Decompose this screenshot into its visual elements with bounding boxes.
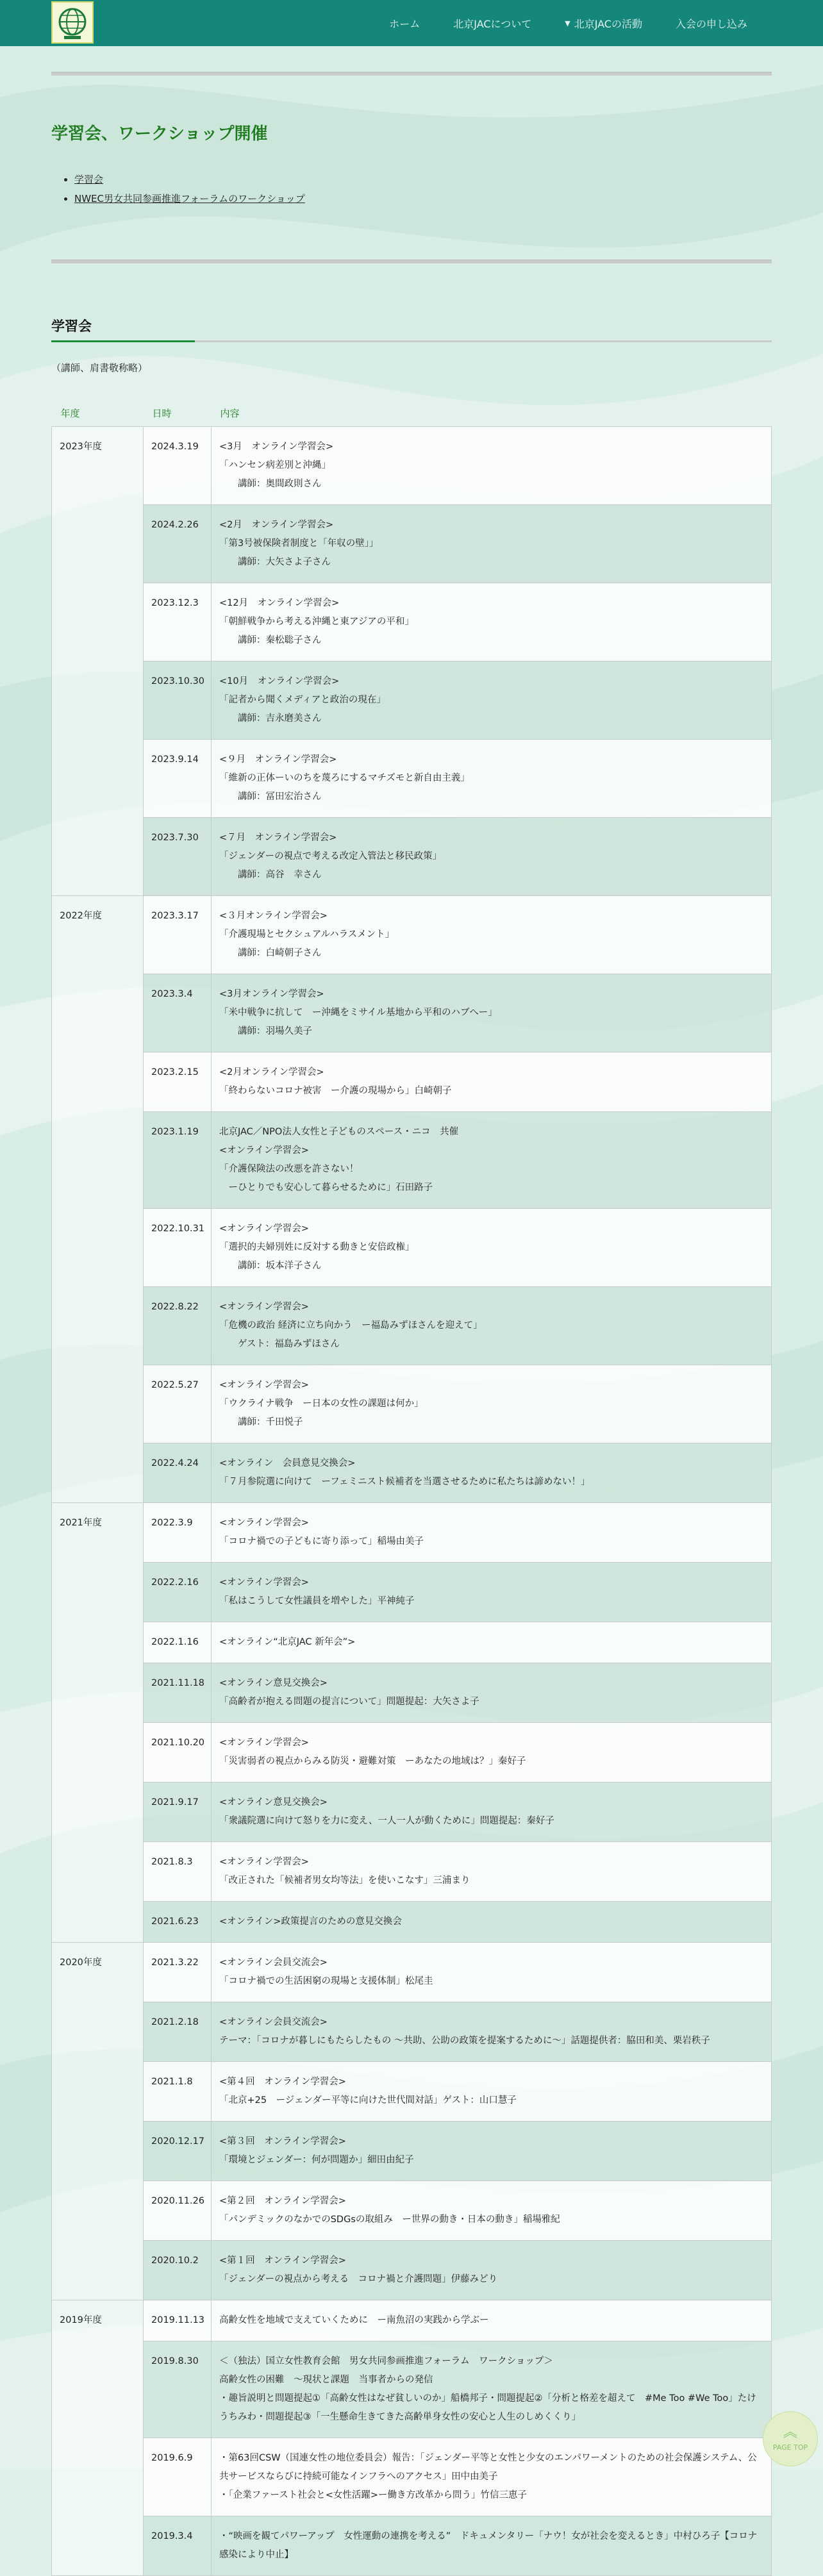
table-row — [52, 2438, 772, 2516]
content-line: <オンライン学習会> — [219, 1857, 309, 1867]
table-row — [52, 974, 772, 1052]
content-line: 「コロナ禍での子どもに寄り添って」稲場由美子 — [219, 1536, 424, 1547]
content-line: 「朝鮮戦争から考える沖縄と東アジアの平和」 — [219, 617, 414, 627]
content-line: <第２回 オンライン学習会> — [219, 2196, 346, 2206]
year-cell: 2022年度 — [52, 896, 144, 1503]
content-line: <12月 オンライン学習会> — [219, 598, 340, 608]
content-line: <第１回 オンライン学習会> — [219, 2256, 346, 2266]
content-cell — [212, 427, 772, 505]
content-cell — [212, 2516, 772, 2576]
page-title: 学習会、ワークショップ開催 — [51, 124, 268, 144]
date-cell: 2024.3.19 — [144, 427, 212, 505]
content-line: 講師：大矢さよ子さん — [219, 557, 331, 567]
table-row — [52, 1663, 772, 1723]
content-line: 「ジェンダーの視点から考える コロナ禍と介護問題」伊藤みどり — [219, 2274, 498, 2284]
date-cell: 2021.10.20 — [144, 1723, 212, 1782]
content-line: 北京JAC／NPO法人女性と子どものスペース・ニコ 共催 — [219, 1127, 459, 1137]
content-line: <第３回 オンライン学習会> — [219, 2136, 346, 2147]
content-line: ・“映画を観てパワーアップ 女性運動の連携を考える” ドキュメンタリー「ナウ！女が社会を変えるとき」中村ひろ子【コロナ感染により中止】 — [219, 2531, 758, 2560]
table-row — [52, 2002, 772, 2062]
content-line: 講師：秦松聡子さん — [219, 635, 322, 645]
content-line: 「選択的夫婦別姓に反対する動きと安倍政権」 — [219, 1242, 415, 1252]
date-cell: 2022.4.24 — [144, 1443, 212, 1503]
table-row — [52, 2341, 772, 2438]
table-row — [52, 1943, 772, 2002]
table-body — [52, 427, 772, 2576]
date-cell: 2019.8.30 — [144, 2341, 212, 2438]
content-cell — [212, 1365, 772, 1443]
content-line: 「高齢者が抱える問題の提言について」問題提起：大矢さよ子 — [219, 1697, 479, 1707]
table-row — [52, 1287, 772, 1365]
content-line: 講師：千田悦子 — [219, 1417, 303, 1427]
content-cell — [212, 974, 772, 1052]
content-cell — [212, 2241, 772, 2300]
content-line: 「維新の正体ーいのちを蔑ろにするマチズモと新自由主義」 — [219, 773, 470, 783]
nav-label: 北京JACについて — [453, 17, 532, 30]
table-row — [52, 2181, 772, 2241]
content-line: <７月 オンライン学習会> — [219, 833, 337, 843]
content-line: ・「企業ファースト社会と<女性活躍>ー働き方改革から問う」竹信三恵子 — [219, 2490, 528, 2500]
content-line: <オンライン学習会> — [219, 1518, 309, 1528]
content-line: <オンライン意見交換会> — [219, 1797, 328, 1807]
date-cell: 2019.11.13 — [144, 2300, 212, 2341]
content-line: 「改正された「候補者男女均等法」を使いこなす」三浦まり — [219, 1875, 470, 1886]
header-year: 年度 — [60, 408, 80, 419]
date-cell: 2022.2.16 — [144, 1563, 212, 1622]
content-cell — [212, 896, 772, 974]
content-line: 「ウクライナ戦争 ー日本の女性の課題は何か」 — [219, 1399, 424, 1409]
nav-label: ホーム — [389, 17, 420, 30]
table-header-row — [52, 406, 772, 427]
date-cell: 2020.10.2 — [144, 2241, 212, 2300]
table-row — [52, 2300, 772, 2341]
content-cell — [212, 1622, 772, 1663]
date-cell: 2021.8.3 — [144, 1842, 212, 1902]
date-cell: 2023.9.14 — [144, 740, 212, 818]
globe-logo-icon — [53, 3, 92, 42]
nav-home[interactable] — [372, 16, 436, 31]
date-cell: 2019.3.4 — [144, 2516, 212, 2576]
content-line: <2月 オンライン学習会> — [219, 520, 334, 530]
content-line: 講師：冨田宏治さん — [219, 792, 322, 802]
content-line: <オンライン学習会> — [219, 1380, 309, 1390]
table-row — [52, 1842, 772, 1902]
nav-about[interactable] — [436, 16, 548, 31]
content-line: 「私はこうして女性議員を増やした」平神純子 — [219, 1596, 415, 1606]
content-line: 講師：高谷 幸さん — [219, 870, 322, 880]
content-cell — [212, 1723, 772, 1782]
content-line: <オンライン“北京JAC 新年会”> — [219, 1637, 356, 1647]
date-cell: 2022.1.16 — [144, 1622, 212, 1663]
site-header — [0, 0, 823, 46]
table-row — [52, 1723, 772, 1782]
content-line: <オンライン学習会> — [219, 1302, 309, 1312]
main-nav — [372, 0, 764, 46]
date-cell: 2023.2.15 — [144, 1052, 212, 1112]
link-nwec-workshop[interactable]: NWEC男女共同参画推進フォーラムのワークショップ — [74, 193, 305, 204]
content-line: <オンライン会員交流会> — [219, 2017, 328, 2027]
nav-membership[interactable] — [659, 16, 764, 31]
content-cell — [212, 2181, 772, 2241]
table-row — [52, 740, 772, 818]
content-line: 講師：吉永磨美さん — [219, 713, 322, 724]
nav-label: 北京JACの活動 — [574, 17, 642, 30]
dropdown-triangle-icon: ▼ — [565, 19, 570, 28]
content-line: 「７月参院選に向けて ーフェミニスト候補者を当選させるために私たちは諦めない！」 — [219, 1477, 590, 1487]
date-cell: 2021.1.8 — [144, 2062, 212, 2122]
nav-label: 入会の申し込み — [675, 17, 747, 30]
content-line: 「ジェンダーの視点で考える改定入管法と移民政策」 — [219, 851, 442, 861]
year-cell: 2023年度 — [52, 427, 144, 896]
content-line: <第４回 オンライン学習会> — [219, 2077, 346, 2087]
date-cell: 2020.11.26 — [144, 2181, 212, 2241]
content-cell — [212, 1943, 772, 2002]
content-line: <３月オンライン学習会> — [219, 911, 328, 921]
content-line: 「介護現場とセクシュアルハラスメント」 — [219, 929, 395, 940]
table-row — [52, 505, 772, 583]
page-top-button[interactable] — [763, 2411, 818, 2466]
content-cell — [212, 583, 772, 661]
content-line: 講師：奥間政則さん — [219, 479, 322, 489]
content-line: <10月 オンライン学習会> — [219, 676, 340, 686]
content-line: 講師：白崎朝子さん — [219, 948, 322, 958]
content-cell — [212, 2062, 772, 2122]
date-cell: 2023.3.4 — [144, 974, 212, 1052]
date-cell: 2021.9.17 — [144, 1782, 212, 1842]
table-row — [52, 1209, 772, 1287]
content-line: 「北京+25 ージェンダー平等に向けた世代間対話」ゲスト：山口慧子 — [219, 2095, 517, 2106]
content-line: テーマ：「コロナが暮しにもたらしたもの 〜共助、公助の政策を提案するために〜」話題提供者：脇田和美、栗岩秩子 — [219, 2036, 710, 2046]
date-cell: 2021.6.23 — [144, 1902, 212, 1943]
content-line: 「第3号被保険者制度と「年収の壁」」 — [219, 538, 379, 549]
date-cell: 2021.11.18 — [144, 1663, 212, 1723]
page-link-item — [74, 189, 772, 208]
table-row — [52, 818, 772, 896]
table-row — [52, 1782, 772, 1842]
content-line: 「米中戦争に抗して ー沖縄をミサイル基地から平和のハブへー」 — [219, 1008, 497, 1018]
content-line: 「パンデミックのなかでのSDGsの取組み ー世界の動き・日本の動き」稲場雅紀 — [219, 2215, 560, 2225]
date-cell: 2022.5.27 — [144, 1365, 212, 1443]
table-row — [52, 1112, 772, 1209]
divider — [51, 72, 772, 76]
content-line: <3月 オンライン学習会> — [219, 442, 334, 452]
section-underline — [51, 335, 772, 344]
table-row — [52, 1503, 772, 1563]
content-cell — [212, 505, 772, 583]
content-cell — [212, 1287, 772, 1365]
link-study-sessions[interactable]: 学習会 — [74, 174, 104, 185]
content-line: ーひとりでも安心して暮らせるために」石田路子 — [219, 1183, 433, 1193]
content-line: 「コロナ禍での生活困窮の現場と支援体制」松尾圭 — [219, 1976, 433, 1986]
content-cell — [212, 2002, 772, 2062]
table-row — [52, 1902, 772, 1943]
content-line: 「介護保険法の改悪を許さない！ — [219, 1164, 359, 1174]
content-cell — [212, 1209, 772, 1287]
content-line: <オンライン会員交流会> — [219, 1957, 328, 1968]
site-logo[interactable] — [51, 1, 94, 44]
date-cell: 2022.8.22 — [144, 1287, 212, 1365]
content-cell — [212, 1663, 772, 1723]
content-line: <９月 オンライン学習会> — [219, 754, 337, 765]
content-line: <3月オンライン学習会> — [219, 989, 324, 999]
content-line: 高齢女性の困難 〜現状と課題 当事者からの発信 — [219, 2375, 433, 2385]
table-row — [52, 1365, 772, 1443]
table-row — [52, 2241, 772, 2300]
section-note: （講師、肩書敬称略） — [51, 362, 148, 374]
content-cell — [212, 740, 772, 818]
content-line: 「終わらないコロナ被害 ー介護の現場から」白崎朝子 — [219, 1086, 452, 1096]
double-chevron-up-icon: ︽ — [783, 2424, 797, 2441]
page-links — [51, 170, 772, 208]
content-line: <オンライン学習会> — [219, 1145, 309, 1156]
table-row — [52, 2062, 772, 2122]
year-cell: 2020年度 — [52, 1943, 144, 2300]
table-row — [52, 1622, 772, 1663]
section-title: 学習会 — [51, 319, 92, 334]
content-cell — [212, 818, 772, 896]
date-cell: 2023.3.17 — [144, 896, 212, 974]
content-cell — [212, 2341, 772, 2438]
header-date: 日時 — [152, 408, 172, 419]
table-row — [52, 661, 772, 740]
content-cell — [212, 1503, 772, 1563]
year-cell: 2019年度 — [52, 2300, 144, 2576]
content-cell — [212, 2438, 772, 2516]
date-cell: 2020.12.17 — [144, 2122, 212, 2181]
table-row — [52, 896, 772, 974]
content-line: <オンライン学習会> — [219, 1577, 309, 1588]
table-row — [52, 2516, 772, 2576]
content-cell — [212, 2122, 772, 2181]
content-cell — [212, 1782, 772, 1842]
table-row — [52, 2122, 772, 2181]
table-row — [52, 1443, 772, 1503]
content-line: <オンライン学習会> — [219, 1224, 309, 1234]
content-cell — [212, 1902, 772, 1943]
content-line: ・第63回CSW（国連女性の地位委員会）報告：「ジェンダー平等と女性と少女のエンパワーメントのための社会保護システム、公共サービスならびに持続可能なインフラへのアクセス」田中由美子 — [219, 2453, 757, 2482]
content-line: 高齢女性を地域で支えていくために ー南魚沼の実践から学ぶー — [219, 2315, 489, 2325]
content-line: 「環境とジェンダー：何が問題か」細田由紀子 — [219, 2155, 414, 2165]
content-cell — [212, 1842, 772, 1902]
main-content — [51, 46, 772, 2576]
date-cell: 2022.3.9 — [144, 1503, 212, 1563]
date-cell: 2022.10.31 — [144, 1209, 212, 1287]
content-line: 「記者から聞くメディアと政治の現在」 — [219, 695, 386, 705]
content-cell — [212, 1052, 772, 1112]
content-line: 「ハンセン病差別と沖縄」 — [219, 460, 331, 470]
date-cell: 2023.10.30 — [144, 661, 212, 740]
page-link-item — [74, 170, 772, 189]
content-line: 「危機の政治 経済に立ち向かう ー福島みずほさんを迎えて」 — [219, 1320, 483, 1331]
content-line: <オンライン>政策提言のための意見交換会 — [219, 1916, 402, 1927]
content-line: ＜（独法）国立女性教育会館 男女共同参画推進フォーラム ワークショップ＞ — [219, 2356, 553, 2366]
date-cell: 2019.6.9 — [144, 2438, 212, 2516]
date-cell: 2023.1.19 — [144, 1112, 212, 1209]
date-cell: 2023.7.30 — [144, 818, 212, 896]
year-cell: 2021年度 — [52, 1503, 144, 1943]
table-row — [52, 427, 772, 505]
content-cell — [212, 1443, 772, 1503]
content-line: <オンライン意見交換会> — [219, 1678, 328, 1688]
date-cell: 2021.3.22 — [144, 1943, 212, 2002]
content-cell — [212, 661, 772, 740]
content-line: 講師：羽場久美子 — [219, 1026, 312, 1036]
nav-activities[interactable] — [548, 16, 659, 31]
table-row — [52, 1563, 772, 1622]
divider — [51, 260, 772, 263]
date-cell: 2024.2.26 — [144, 505, 212, 583]
content-line: 「衆議院選に向けて怒りを力に変え、一人一人が動くために」問題提起：秦好子 — [219, 1816, 554, 1826]
date-cell: 2021.2.18 — [144, 2002, 212, 2062]
content-line: <オンライン 会員意見交換会> — [219, 1458, 356, 1468]
content-line: 「災害弱者の視点からみる防災・避難対策 ーあなたの地域は？」秦好子 — [219, 1756, 526, 1766]
content-line: <2月オンライン学習会> — [219, 1067, 324, 1077]
content-line: ゲスト：福島みずほさん — [219, 1339, 340, 1349]
content-cell — [212, 1563, 772, 1622]
date-cell: 2023.12.3 — [144, 583, 212, 661]
content-line: ・趣旨説明と問題提起①「高齢女性はなぜ貧しいのか」船橋邦子・問題提起②「分析と格差を超えて #Me Too #We Too」たけうちみわ・問題提起③「一生懸命生きてきた高齢単身女性の安心と人生のしめくくり」 — [219, 2393, 756, 2422]
header-content: 内容 — [220, 408, 240, 419]
table-row — [52, 1052, 772, 1112]
content-cell — [212, 1112, 772, 1209]
study-session-table — [51, 406, 772, 2576]
content-line: 講師：坂本洋子さん — [219, 1261, 322, 1271]
table-row — [52, 583, 772, 661]
page-top-label: PAGE TOP — [772, 2443, 808, 2452]
content-cell — [212, 2300, 772, 2341]
content-line: <オンライン学習会> — [219, 1738, 309, 1748]
